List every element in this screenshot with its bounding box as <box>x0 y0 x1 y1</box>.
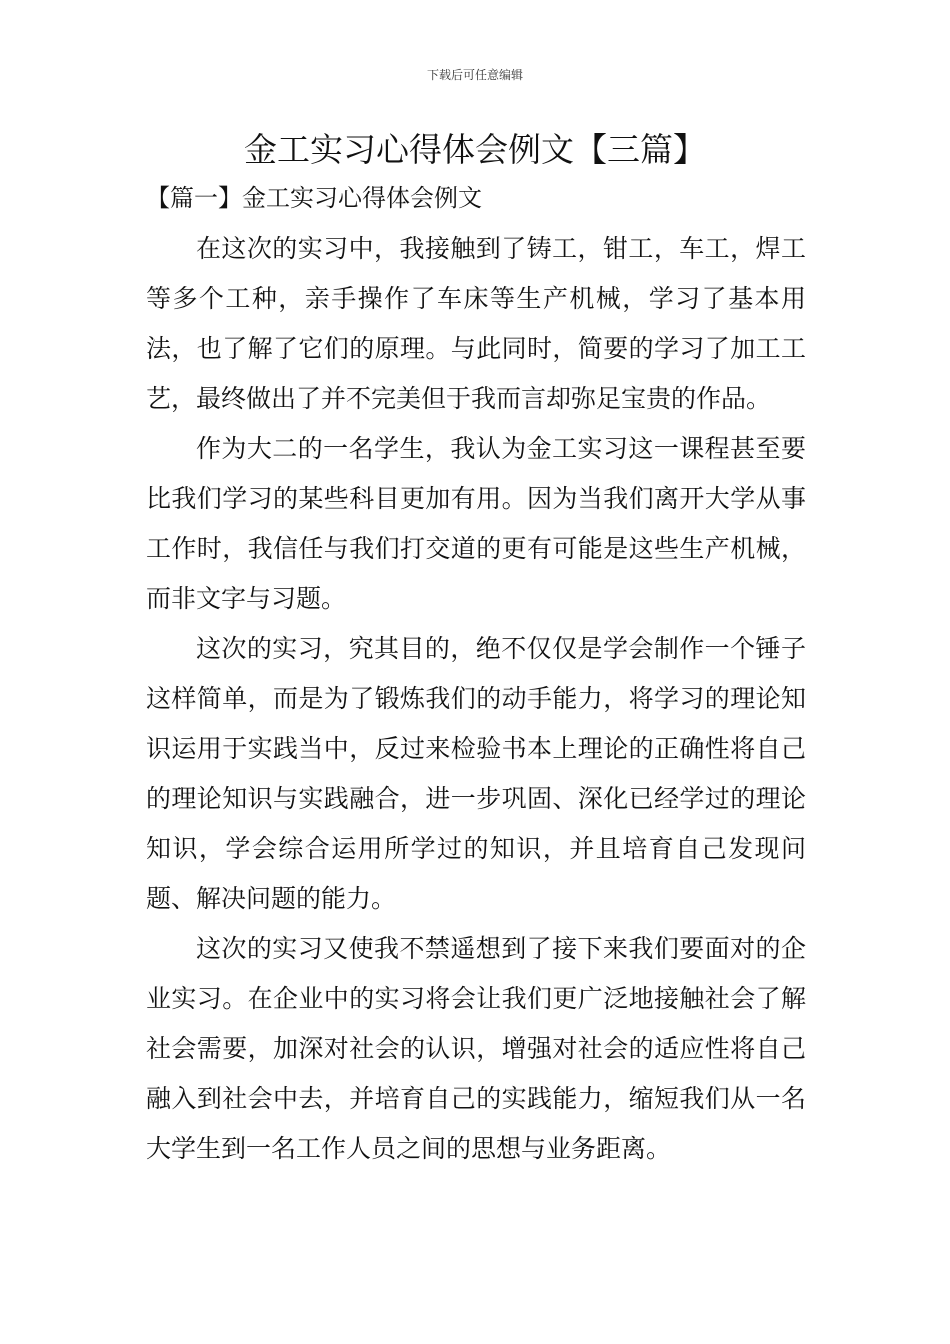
document-title: 金工实习心得体会例文【三篇】 <box>244 130 706 169</box>
paragraph: 这次的实习，究其目的，绝不仅仅是学会制作一个锤子这样简单，而是为了锻炼我们的动手能力，将学习的理论知识运用于实践当中，反过来检验书本上理论的正确性将自己的理论知识与实践融合，进一步巩固、深化已经学过的理论知识，学会综合运用所学过的知识，并且培育自己发现问题、解决问题的能力。 <box>146 634 806 913</box>
page-header-note: 下载后可任意编辑 <box>426 68 523 82</box>
paragraph: 在这次的实习中，我接触到了铸工，钳工，车工，焊工等多个工种，亲手操作了车床等生产机械，学习了基本用法，也了解了它们的原理。与此同时，简要的学习了加工工艺，最终做出了并不完美但于我而言却弥足宝贵的作品。 <box>146 234 806 413</box>
paragraph: 作为大二的一名学生，我认为金工实习这一课程甚至要比我们学习的某些科目更加有用。因为当我们离开大学从事工作时，我信任与我们打交道的更有可能是这些生产机械，而非文字与习题。 <box>146 434 806 613</box>
document-body <box>146 224 806 1174</box>
paragraph: 这次的实习又使我不禁遥想到了接下来我们要面对的企业实习。在企业中的实习将会让我们更广泛地接触社会了解社会需要，加深对社会的认识，增强对社会的适应性将自己融入到社会中去，并培育自己的实践能力，缩短我们从一名大学生到一名工作人员之间的思想与业务距离。 <box>146 934 806 1163</box>
section-heading: 【篇一】金工实习心得体会例文 <box>146 184 482 212</box>
